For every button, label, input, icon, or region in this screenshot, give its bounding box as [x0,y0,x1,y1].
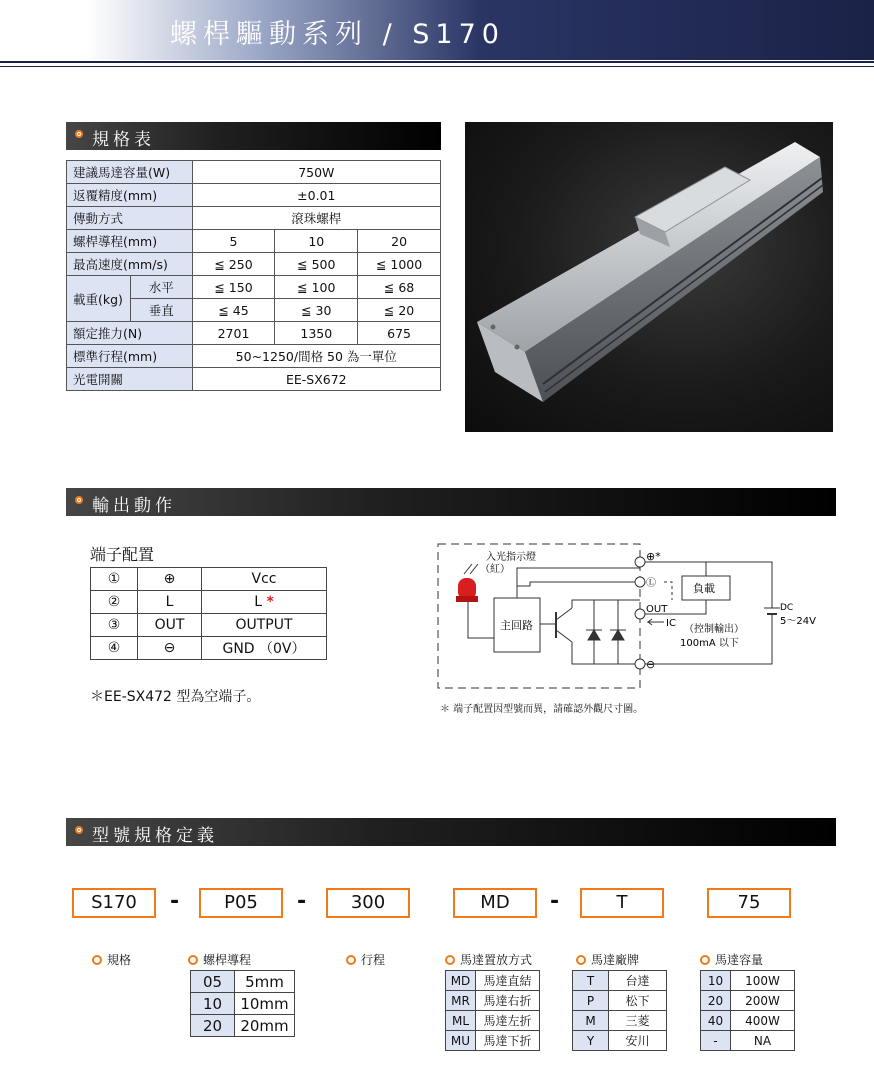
option-code: 40 [701,1011,731,1031]
code-box-stroke: 300 [326,888,410,918]
bullet-icon [700,955,710,965]
main-circuit-label: 主回路 [500,619,533,632]
legend-label: 馬達容量 [715,953,764,967]
option-code: T [573,971,609,991]
row-label: 螺桿導程(mm) [67,230,193,253]
section-title: 輸出動作 [92,496,176,516]
table-row [91,614,327,637]
terminal-symbol: ⊖ [138,637,202,660]
row-label: 傳動方式 [67,207,193,230]
option-value: 400W [731,1011,795,1031]
current-label: 100mA 以下 [680,638,739,649]
table-row [701,971,795,991]
terminal-number: ③ [91,614,138,637]
terminal-out [635,609,645,619]
option-code: - [701,1031,731,1051]
cell: 5 [192,230,275,253]
indicator-led-icon [456,578,478,602]
plus-symbol: ⊕* [646,550,661,563]
lead-options-table [190,970,295,1037]
option-value: 馬達右折 [476,991,540,1011]
option-value: 200W [731,991,795,1011]
terminal-name: Vcc [202,568,327,591]
terminal-title: 端子配置 [90,545,155,564]
table-row [446,1031,540,1051]
header-rule [0,61,874,63]
cell: 675 [358,322,441,345]
page-title: 螺桿驅動系列 ∕ S170 [170,19,505,50]
code-dash: - [550,889,560,914]
brand-options-table [572,970,667,1051]
header-rule-thin [0,66,874,67]
table-row [573,991,667,1011]
diode-icon [586,600,602,664]
table-row [67,276,441,299]
section-bar-spec [66,122,441,150]
ic-label: IC [666,618,676,629]
load-label: 負載 [693,582,715,595]
row-label: 建議馬達容量(W) [67,161,193,184]
legend-capacity [700,951,763,968]
mount-options-table [445,970,540,1051]
section-title: 規格表 [92,130,155,150]
terminal-symbol: L [138,591,202,614]
code-box-capacity: 75 [707,888,791,918]
legend-label: 馬達廠牌 [591,953,640,967]
cell: ≦ 45 [192,299,275,322]
spec-table [66,160,441,391]
terminal-l [635,577,645,587]
bullet-icon [75,496,83,504]
dc-label: DC [780,603,794,613]
current-arrow-icon [648,619,664,625]
cell: ≦ 150 [192,276,275,299]
terminal-symbol: ⊕ [138,568,202,591]
table-row [67,207,441,230]
table-row [67,161,441,184]
option-value: 三菱 [609,1011,667,1031]
legend-brand [576,951,639,968]
row-label: 額定推力(N) [67,322,193,345]
option-code: 20 [701,991,731,1011]
option-value: 馬達直結 [476,971,540,991]
out-label: OUT [646,604,668,615]
option-value: 安川 [609,1031,667,1051]
cell: ±0.01 [192,184,440,207]
diode-icon [610,600,626,664]
asterisk-mark: * [266,594,274,610]
row-label: 載重(kg) [67,276,131,322]
cell: ≦ 68 [358,276,441,299]
table-row [701,1011,795,1031]
option-code: MU [446,1031,476,1051]
terminal-name: L [254,594,263,610]
option-code: 10 [191,993,235,1015]
table-row [67,368,441,391]
l-symbol: Ⓛ [646,578,656,589]
code-dash: - [170,889,180,914]
bullet-icon [576,955,586,965]
option-value: 20mm [235,1015,295,1037]
terminal-plus [635,557,645,567]
table-row [573,971,667,991]
diagram-note: ＊ 端子配置因型號而異，請確認外觀尺寸圖。 [440,704,644,715]
bullet-icon [188,955,198,965]
table-row [701,1031,795,1051]
terminal-note: ＊EE-SX472 型為空端子。 [90,689,261,705]
option-code: MD [446,971,476,991]
legend-mount [445,951,532,968]
cell: EE-SX672 [192,368,440,391]
linear-actuator-image [465,122,833,432]
option-value: 馬達左折 [476,1011,540,1031]
legend-label: 螺桿導程 [203,953,252,967]
table-row [67,345,441,368]
terminal-number: ② [91,591,138,614]
terminal-name: GND （0V） [202,637,327,660]
option-value: 台達 [609,971,667,991]
section-title: 型號規格定義 [92,826,218,846]
terminal-symbol: OUT [138,614,202,637]
cell: ≦ 20 [358,299,441,322]
section-bar-output [66,488,836,516]
legend-label: 規格 [107,953,132,967]
code-box-lead: P05 [199,888,283,918]
battery-icon [764,608,780,626]
capacity-options-table [700,970,795,1051]
row-sublabel: 垂直 [130,299,192,322]
cell: ≦ 500 [275,253,358,276]
control-label: （控制輸出） [684,624,744,635]
table-row [446,991,540,1011]
indicator-sublabel: （紅） [480,564,510,575]
option-value: 5mm [235,971,295,993]
section-bar-model [66,818,836,846]
cell: 20 [358,230,441,253]
table-row [573,1031,667,1051]
table-row [191,971,295,993]
option-code: MR [446,991,476,1011]
row-label: 光電開關 [67,368,193,391]
code-dash: - [297,889,307,914]
cell: 2701 [192,322,275,345]
table-row [446,1011,540,1031]
table-row [91,637,327,660]
option-code: M [573,1011,609,1031]
row-label: 最高速度(mm/s) [67,253,193,276]
table-row [67,322,441,345]
table-row [191,1015,295,1037]
legend-spec [92,951,131,968]
bullet-icon [75,826,83,834]
cell: ≦ 1000 [358,253,441,276]
circuit-diagram [434,538,834,698]
terminal-name-cell [202,591,327,614]
terminal-number: ④ [91,637,138,660]
terminal-table [90,567,327,660]
bullet-icon [445,955,455,965]
table-row [67,253,441,276]
table-row [573,1011,667,1031]
minus-symbol: ⊖ [646,658,656,671]
terminal-number: ① [91,568,138,591]
cell: 1350 [275,322,358,345]
table-row [191,993,295,1015]
wire [664,582,672,600]
cell: 10 [275,230,358,253]
table-row [701,991,795,1011]
row-label: 標準行程(mm) [67,345,193,368]
bullet-icon [346,955,356,965]
row-sublabel: 水平 [130,276,192,299]
bullet-icon [92,955,102,965]
transistor-icon [556,608,572,642]
option-code: 20 [191,1015,235,1037]
code-box-mount: MD [453,888,537,918]
indicator-label: 入光指示燈 [486,552,536,563]
terminal-minus [635,659,645,669]
option-value: NA [731,1031,795,1051]
row-label: 返覆精度(mm) [67,184,193,207]
terminal-name: OUTPUT [202,614,327,637]
legend-lead [188,951,251,968]
cell: 750W [192,161,440,184]
option-code: 05 [191,971,235,993]
cell: 滾珠螺桿 [192,207,440,230]
option-value: 100W [731,971,795,991]
option-code: P [573,991,609,1011]
option-value: 松下 [609,991,667,1011]
option-value: 10mm [235,993,295,1015]
table-row [446,971,540,991]
legend-stroke [346,951,385,968]
voltage-label: 5～24V [780,616,816,627]
product-photo [465,122,833,432]
option-code: Y [573,1031,609,1051]
option-code: 10 [701,971,731,991]
legend-label: 馬達置放方式 [460,953,533,967]
table-row [91,591,327,614]
cell: ≦ 100 [275,276,358,299]
bullet-icon [75,130,83,138]
code-box-brand: T [580,888,664,918]
legend-label: 行程 [361,953,386,967]
cell: 50~1250/間格 50 為一單位 [192,345,440,368]
option-code: ML [446,1011,476,1031]
table-row [91,568,327,591]
light-arrows-icon [464,564,478,574]
wire [468,602,494,638]
option-value: 馬達下折 [476,1031,540,1051]
cell: ≦ 30 [275,299,358,322]
code-box-spec: S170 [72,888,156,918]
cell: ≦ 250 [192,253,275,276]
table-row [67,230,441,253]
table-row [67,184,441,207]
